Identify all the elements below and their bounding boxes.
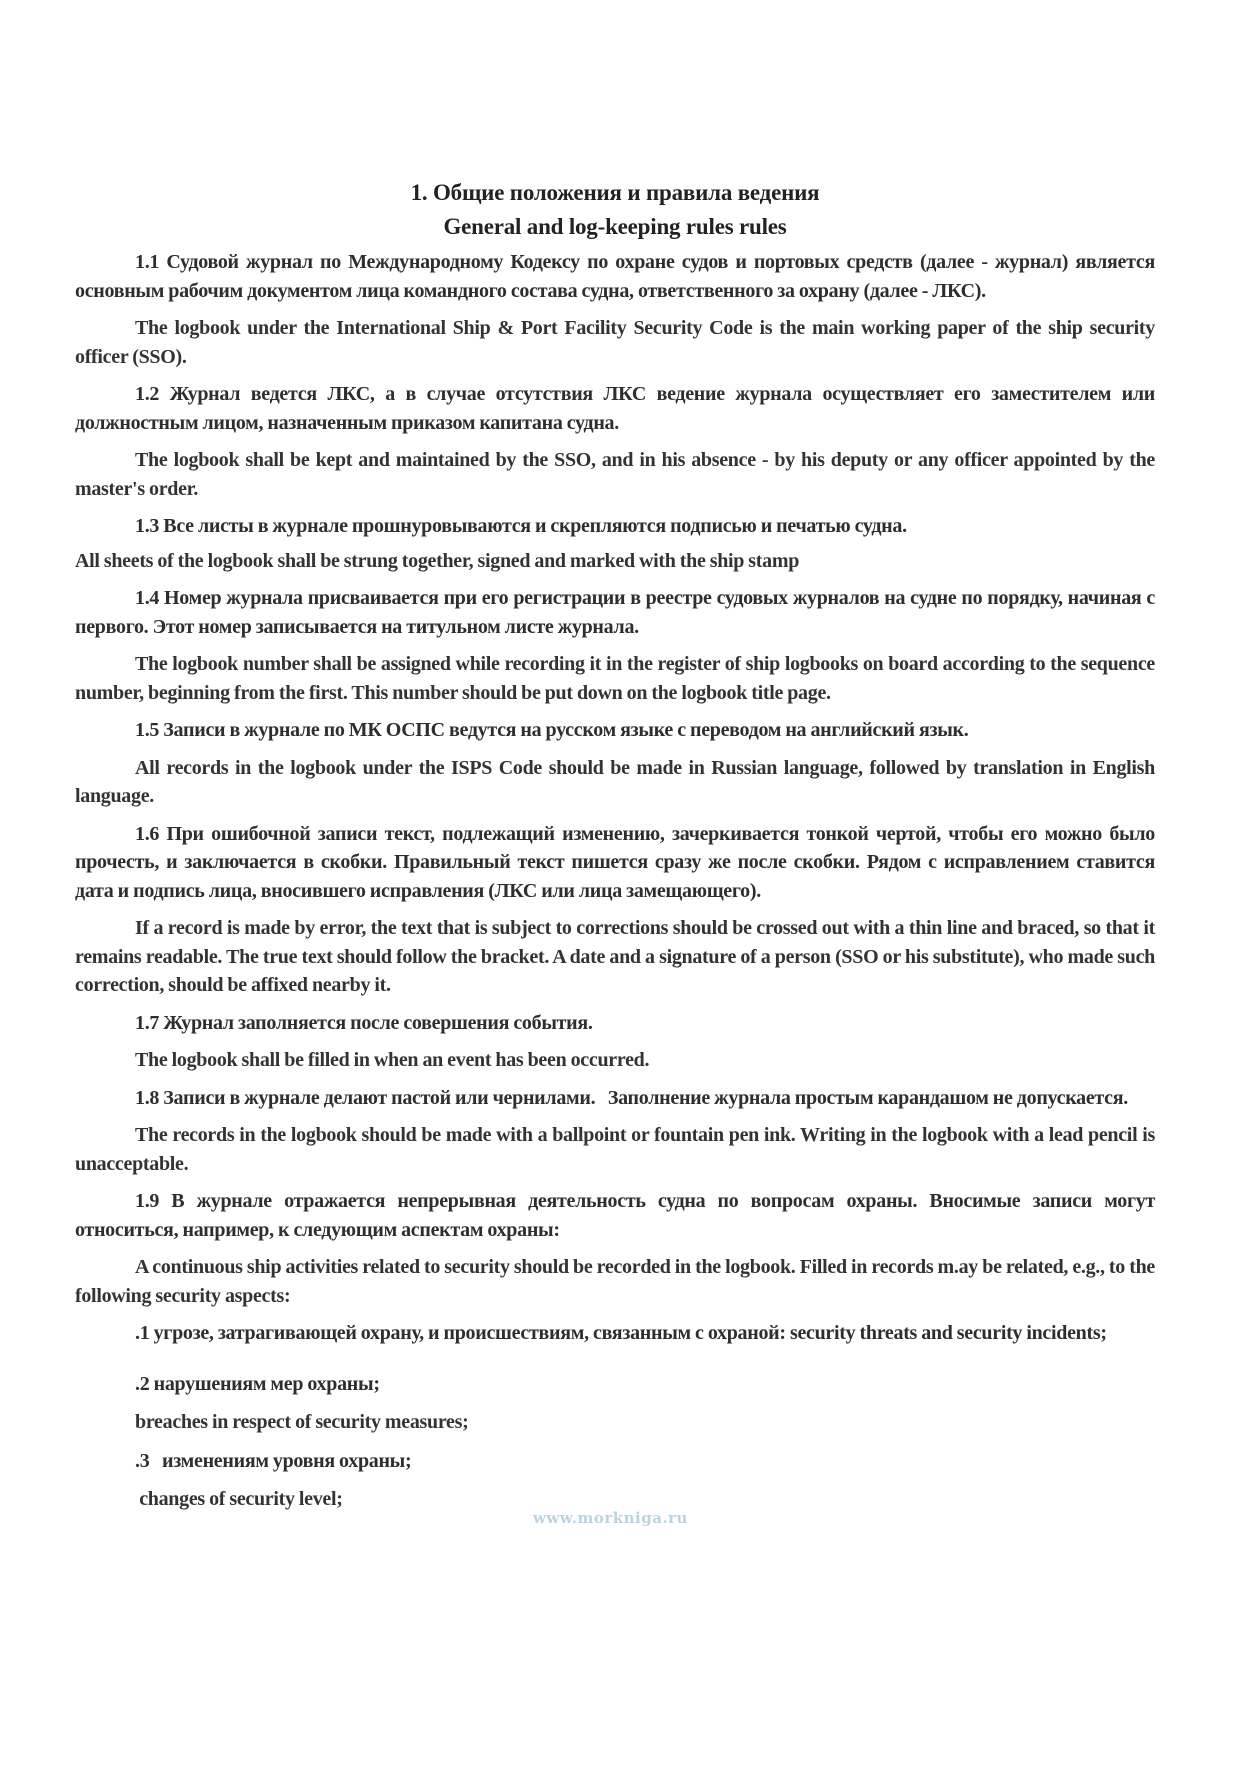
- paragraph-1-1-en: The logbook under the International Ship & Port Facility Security Code is the main working paper of the ship security officer (SSO).: [75, 317, 1155, 368]
- list-item-2-en: breaches in respect of security measures;: [135, 1411, 469, 1433]
- paragraph-1-2-en: The logbook shall be kept and maintained by the SSO, and in his absence - by his deputy or any officer appointed by the master's order.: [75, 449, 1155, 500]
- paragraph-1-7-en: The logbook shall be filled in when an event has been occurred.: [135, 1049, 650, 1071]
- paragraph-1-5-ru: 1.5 Записи в журнале по МК ОСПС ведутся на русском языке с переводом на английский язык.: [135, 719, 969, 741]
- paragraph-1-8-en: The records in the logbook should be made with a ballpoint or fountain pen ink. Writing in the logbook with a lead pencil is unacceptable.: [75, 1124, 1155, 1175]
- section-title-ru: 1. Общие положения и правила ведения: [410, 180, 820, 205]
- paragraph-1-6-en: If a record is made by error, the text that is subject to corrections should be crossed out with a thin line and braced, so that it remains readable. The true text should follow the bracket. A date and a signature of a person (SSO or his substitute), who made such correction, should be affixed nearby it.: [75, 917, 1155, 996]
- paragraph-1-2-ru: 1.2 Журнал ведется ЛКС, а в случае отсутствия ЛКС ведение журнала осуществляет его заместителем или должностным лицом, назначенным приказом капитана судна.: [75, 383, 1155, 434]
- paragraph-1-9-en: A continuous ship activities related to security should be recorded in the logbook. Filled in records m.ay be related, e.g., to the following security aspects:: [75, 1256, 1155, 1307]
- paragraph-1-7-ru: 1.7 Журнал заполняется после совершения события.: [135, 1011, 593, 1034]
- paragraph-1-6-ru: 1.6 При ошибочной записи текст, подлежащий изменению, зачеркивается тонкой чертой, чтобы его можно было прочесть, и заключается в скобки. Правильный текст пишется сразу же после скобки. Рядом с исправлением ставится дата и подпись лица, вносившего исправления (ЛКС или лица замещающего).: [75, 822, 1155, 902]
- section-title-en: General and log-keeping rules rules: [443, 214, 787, 239]
- paragraph-1-3-en: All sheets of the logbook shall be strung together, signed and marked with the ship stamp: [75, 549, 800, 572]
- list-item-2-ru: .2 нарушениям мер охраны;: [135, 1372, 380, 1395]
- paragraph-1-4-ru: 1.4 Номер журнала присваивается при его регистрации в реестре судовых журналов на судне по порядку, начиная с первого. Этот номер записывается на титульном листе журнала.: [75, 587, 1155, 638]
- paragraph-1-9-ru: 1.9 В журнале отражается непрерывная деятельность судна по вопросам охраны. Вносимые записи могут относиться, например, к следующим аспектам охраны:: [75, 1190, 1155, 1241]
- paragraph-1-8-ru: 1.8 Записи в журнале делают пастой или чернилами. Заполнение журнала простым карандашом не допускается.: [135, 1086, 1128, 1109]
- watermark: www.morkniga.ru: [533, 1509, 688, 1527]
- list-item-3-en: changes of security level;: [135, 1488, 343, 1510]
- paragraph-1-5-en: All records in the logbook under the ISPS Code should be made in Russian language, followed by translation in English language.: [75, 756, 1155, 807]
- paragraph-1-4-en: The logbook number shall be assigned while recording it in the register of ship logbooks on board according to the sequence number, beginning from the first. This number should be put down on the logbook title page.: [75, 653, 1155, 704]
- paragraph-1-1-ru: 1.1 Судовой журнал по Международному Кодексу по охране судов и портовых средств (далее - журнал) является основным рабочим документом лица командного состава судна, ответственного за охрану (далее - ЛКС).: [75, 251, 1155, 302]
- list-item-1: .1 угрозе, затрагивающей охрану, и происшествиям, связанным с охраной: security threats and security incidents;: [135, 1322, 1107, 1344]
- paragraph-1-3-ru: 1.3 Все листы в журнале прошнуровываются и скрепляются подписью и печатью судна.: [135, 515, 907, 537]
- document-page: [75, 176, 1155, 1523]
- list-item-3-ru: .3 изменениям уровня охраны;: [135, 1449, 412, 1472]
